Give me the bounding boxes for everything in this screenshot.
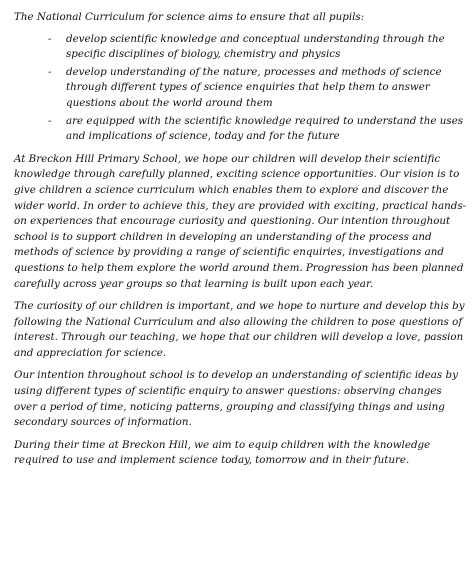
bullet-dash: - xyxy=(48,114,52,127)
aim-text: develop scientific knowledge and conceptual understanding through the specific disciplines of biology, chemistry and physics xyxy=(66,32,445,61)
aim-item xyxy=(14,65,467,112)
bullet-dash: - xyxy=(48,32,52,45)
aim-item xyxy=(14,32,467,63)
paragraph-enquiry: Our intention throughout school is to develop an understanding of scientific ideas by using different types of scientific enquiry to answer questions: observing changes over a period of time, noticing patterns, grouping and classifying things and using secondary sources of information. xyxy=(14,369,458,429)
aim-text: develop understanding of the nature, processes and methods of science through different types of science enquiries that help them to answer questions about the world around them xyxy=(66,65,442,109)
intro-text: The National Curriculum for science aims to ensure that all pupils: xyxy=(14,11,365,23)
aim-text: are equipped with the scientific knowledge required to understand the uses and implications of science, today and for the future xyxy=(66,114,464,143)
paragraph-curiosity: The curiosity of our children is important, and we hope to nurture and develop this by following the National Curriculum and also allowing the children to pose questions of interest. Through our teaching, we hope that our children will develop a love, passion and appreciation for science. xyxy=(14,300,465,359)
paragraph-vision: At Breckon Hill Primary School, we hope our children will develop their scientific knowledge through carefully planned, exciting science opportunities. Our vision is to give children a science curriculum which enables them to explore and discover the wider world. In order to achieve this, they are provided with exciting, practical hands-on experiences that encourage curiosity and questioning. Our intention throughout school is to support children in developing an understanding of the process and methods of science by providing a range of scientific enquiries, investigations and questions to help them explore the world around them. Progression has been planned carefully across year groups so that learning is built upon each year. xyxy=(14,152,467,290)
paragraph-future: During their time at Breckon Hill, we aim to equip children with the knowledge required to use and implement science today, tomorrow and in their future. xyxy=(14,438,431,467)
bullet-dash: - xyxy=(48,65,52,78)
aims-list xyxy=(14,32,467,145)
aim-item xyxy=(14,114,467,145)
